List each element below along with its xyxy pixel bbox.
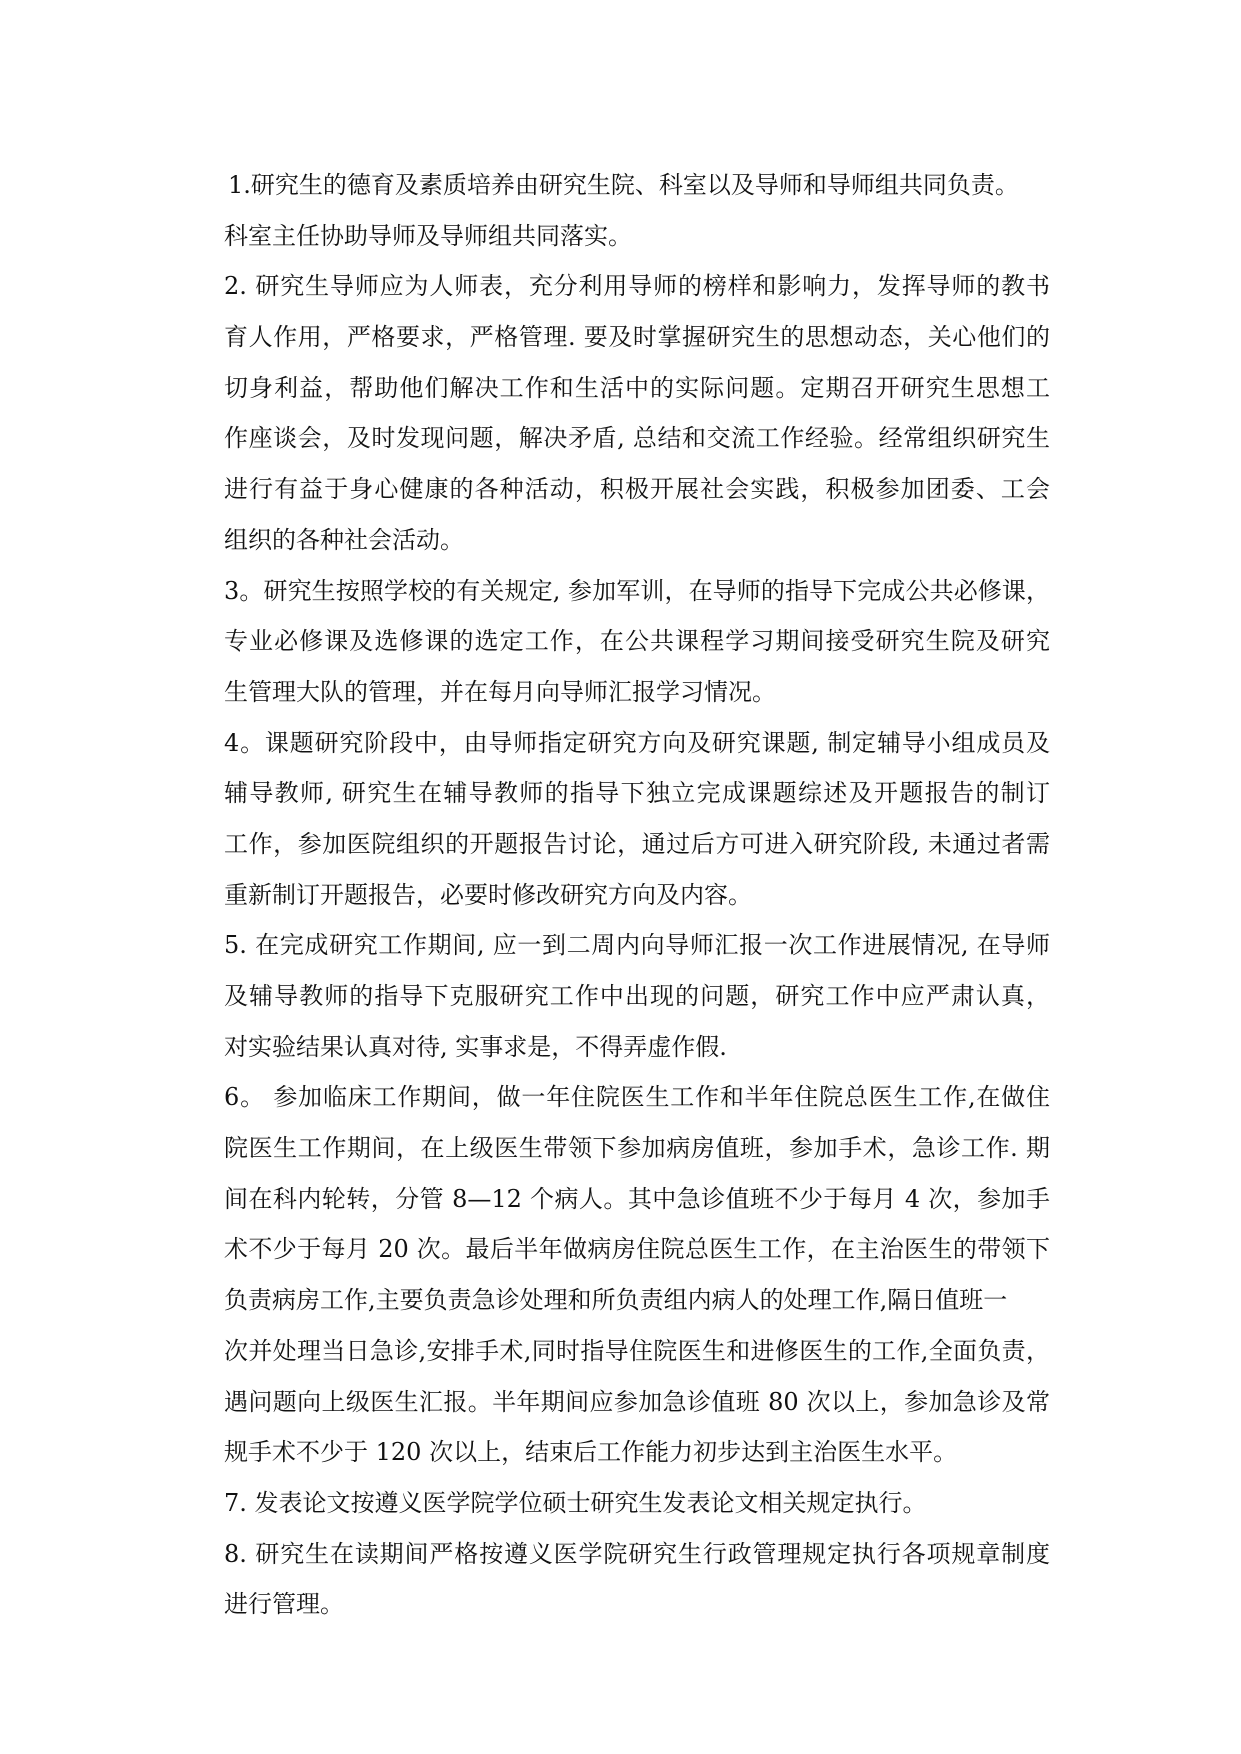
paragraph-line: 1.研究生的德育及素质培养由研究生院、科室以及导师和导师组共同负责。: [228, 171, 1019, 199]
paragraph-4: [224, 718, 1050, 921]
document-body: [224, 160, 1050, 1630]
paragraph-line: 工作，参加医院组织的开题报告讨论，通过后方可进入研究阶段, 未通过者需: [224, 829, 1050, 858]
paragraph-line: 院医生工作期间，在上级医生带领下参加病房值班，参加手术，急诊工作. 期: [224, 1134, 1050, 1163]
paragraph-line: 负责病房工作,主要负责急诊处理和所负责组内病人的处理工作,隔日值班一: [224, 1286, 1008, 1315]
paragraph-line: 6。 参加临床工作期间，做一年住院医生工作和半年住院总医生工作,在做住: [224, 1083, 1050, 1112]
paragraph-line: 育人作用，严格要求，严格管理. 要及时掌握研究生的思想动态，关心他们的: [224, 323, 1050, 352]
paragraph-1: [224, 160, 1050, 261]
paragraph-line: 组织的各种社会活动。: [224, 525, 464, 554]
paragraph-line: 2. 研究生导师应为人师表，充分利用导师的榜样和影响力，发挥导师的教书: [224, 272, 1050, 301]
paragraph-line: 生管理大队的管理，并在每月向导师汇报学习情况。: [224, 677, 776, 706]
paragraph-line: 4。课题研究阶段中，由导师指定研究方向及研究课题, 制定辅导小组成员及: [224, 728, 1050, 757]
paragraph-7: [224, 1478, 1050, 1529]
paragraph-line: 进行管理。: [224, 1590, 344, 1619]
paragraph-line: 对实验结果认真对待, 实事求是，不得弄虚作假.: [224, 1032, 727, 1061]
paragraph-line: 间在科内轮转，分管 8—12 个病人。其中急诊值班不少于每月 4 次，参加手: [224, 1184, 1050, 1213]
paragraph-line: 重新制订开题报告，必要时修改研究方向及内容。: [224, 880, 752, 909]
paragraph-line: 8. 研究生在读期间严格按遵义医学院研究生行政管理规定执行各项规章制度: [224, 1539, 1050, 1568]
paragraph-line: 规手术不少于 120 次以上，结束后工作能力初步达到主治医生水平。: [224, 1438, 958, 1467]
paragraph-line: 3。研究生按照学校的有关规定, 参加军训，在导师的指导下完成公共必修课，: [224, 576, 1050, 605]
paragraph-line: 术不少于每月 20 次。最后半年做病房住院总医生工作，在主治医生的带领下: [224, 1235, 1050, 1264]
paragraph-6: [224, 1072, 1050, 1478]
paragraph-line: 进行有益于身心健康的各种活动，积极开展社会实践，积极参加团委、工会: [224, 475, 1050, 504]
paragraph-line: 专业必修课及选修课的选定工作，在公共课程学习期间接受研究生院及研究: [224, 627, 1050, 656]
paragraph-line: 科室主任协助导师及导师组共同落实。: [224, 221, 632, 250]
paragraph-line: 辅导教师, 研究生在辅导教师的指导下独立完成课题综述及开题报告的制订: [224, 779, 1050, 808]
paragraph-line: 及辅导教师的指导下克服研究工作中出现的问题，研究工作中应严肃认真，: [224, 982, 1050, 1010]
paragraph-line: 5. 在完成研究工作期间, 应一到二周内向导师汇报一次工作进展情况, 在导师: [224, 931, 1050, 960]
paragraph-line: 作座谈会，及时发现问题，解决矛盾, 总结和交流工作经验。经常组织研究生: [224, 424, 1050, 453]
paragraph-8: [224, 1529, 1050, 1630]
paragraph-line: 切身利益，帮助他们解决工作和生活中的实际问题。定期召开研究生思想工: [224, 373, 1050, 402]
paragraph-2: [224, 261, 1050, 565]
paragraph-line: 遇问题向上级医生汇报。半年期间应参加急诊值班 80 次以上，参加急诊及常: [224, 1387, 1050, 1416]
paragraph-5: [224, 920, 1050, 1072]
paragraph-line: 7. 发表论文按遵义医学院学位硕士研究生发表论文相关规定执行。: [224, 1488, 927, 1517]
paragraph-line: 次并处理当日急诊,安排手术,同时指导住院医生和进修医生的工作,全面负责，: [224, 1336, 1050, 1365]
paragraph-3: [224, 566, 1050, 718]
